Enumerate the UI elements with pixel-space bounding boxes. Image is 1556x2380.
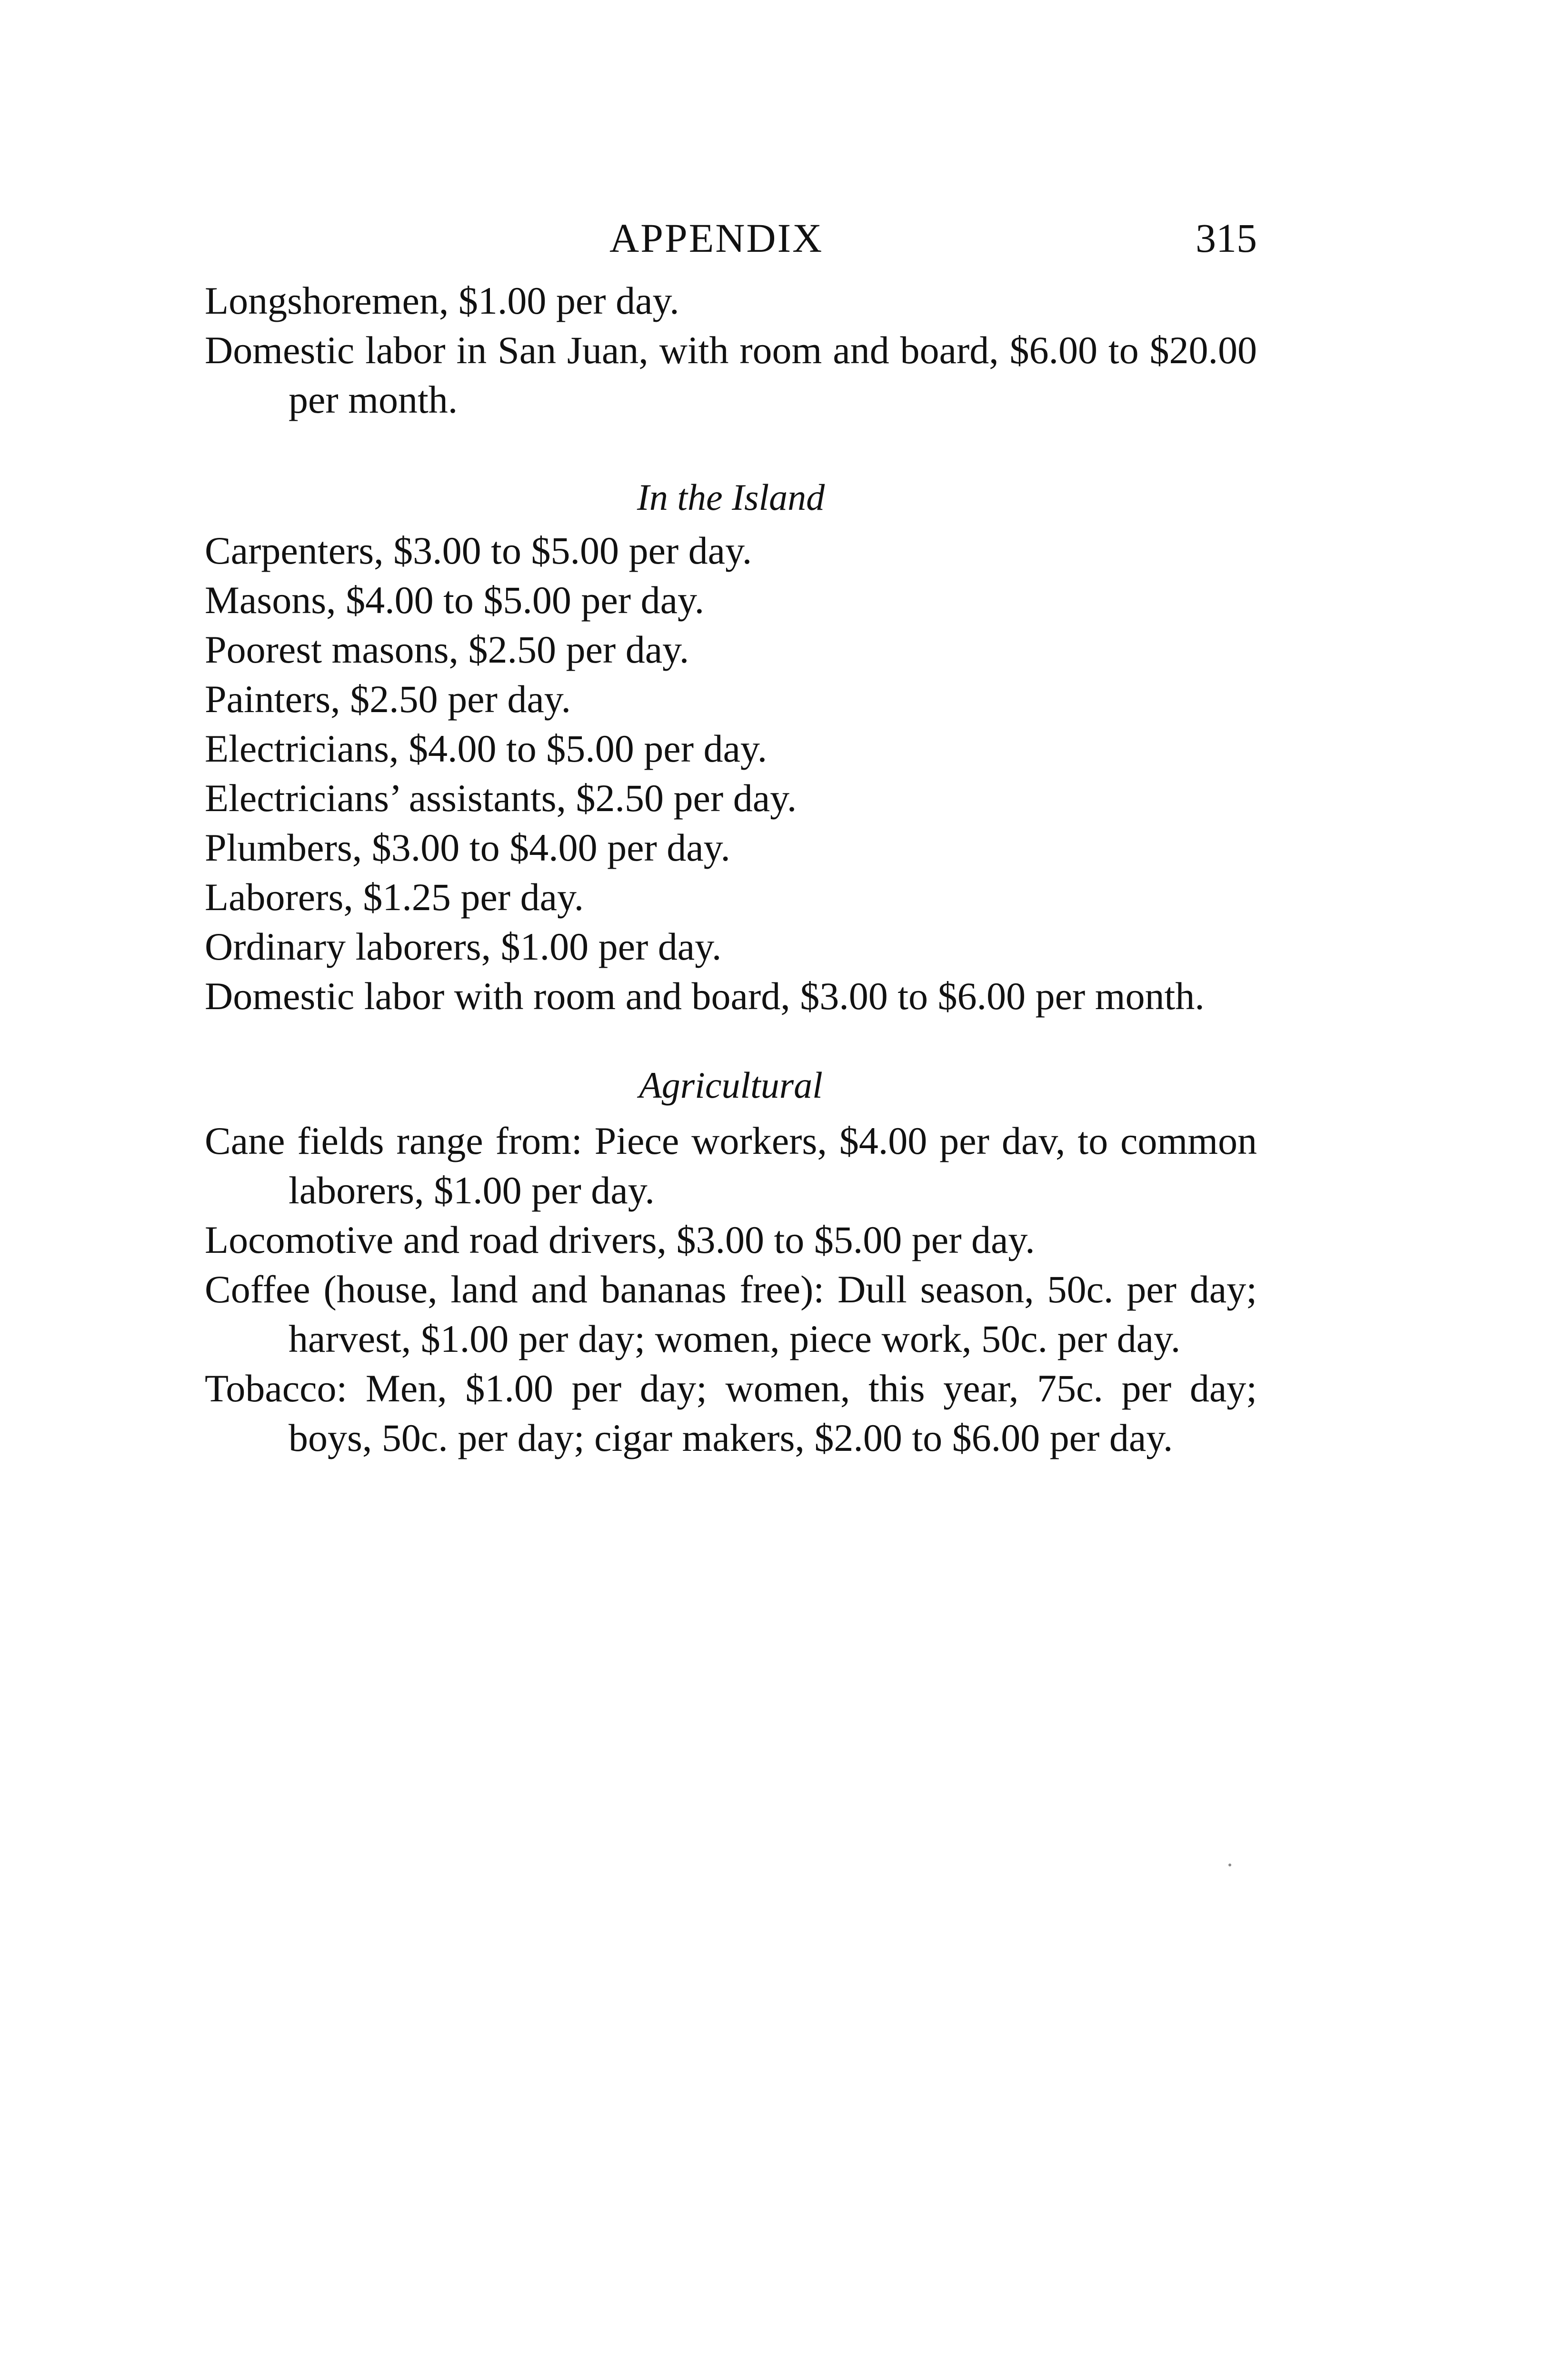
running-head: APPENDIX [609, 215, 824, 261]
wage-entry: Electricians, $4.00 to $5.00 per day. [205, 727, 768, 770]
wage-entry: Painters, $2.50 per day. [205, 677, 571, 721]
wage-entry: Cane fields range from: Piece workers, $4.00 per dav, to common laborers, $1.00 per day. [205, 1119, 1257, 1212]
wage-entry: Masons, $4.00 to $5.00 per day. [205, 578, 705, 622]
wage-entry: Domestic labor with room and board, $3.00 to $6.00 per month. [205, 974, 1205, 1018]
agricultural-section [205, 1116, 1257, 1463]
section-heading-agricultural: Agricultural [639, 1064, 823, 1106]
wage-entry: Locomotive and road drivers, $3.00 to $5.00 per day. [205, 1218, 1035, 1261]
intro-section [205, 276, 1257, 425]
wage-entry: Poorest masons, $2.50 per day. [205, 628, 689, 671]
wage-entry: Coffee (house, land and bananas free): Dull season, 50c. per day; harvest, $1.00 per day; women, piece work, 50c. per day. [205, 1268, 1257, 1360]
wage-entry: Carpenters, $3.00 to $5.00 per day. [205, 529, 752, 572]
wage-entry: Electricians’ assistants, $2.50 per day. [205, 776, 797, 820]
section-heading-island: In the Island [637, 476, 825, 518]
paper-speck [1228, 1864, 1231, 1866]
island-section [205, 526, 1257, 1021]
wage-entry: Laborers, $1.25 per day. [205, 875, 584, 919]
wage-entry: Plumbers, $3.00 to $4.00 per day. [205, 826, 730, 869]
wage-entry: Ordinary laborers, $1.00 per day. [205, 925, 722, 968]
wage-entry: Tobacco: Men, $1.00 per day; women, this year, 75c. per day; boys, 50c. per day; cigar makers, $2.00 to $6.00 per day. [205, 1367, 1257, 1459]
page-number: 315 [1196, 215, 1257, 261]
wage-entry: Longshoremen, $1.00 per day. [205, 279, 679, 322]
wage-entry: Domestic labor in San Juan, with room and board, $6.00 to $20.00 per month. [205, 328, 1257, 421]
page-header [205, 214, 1257, 271]
